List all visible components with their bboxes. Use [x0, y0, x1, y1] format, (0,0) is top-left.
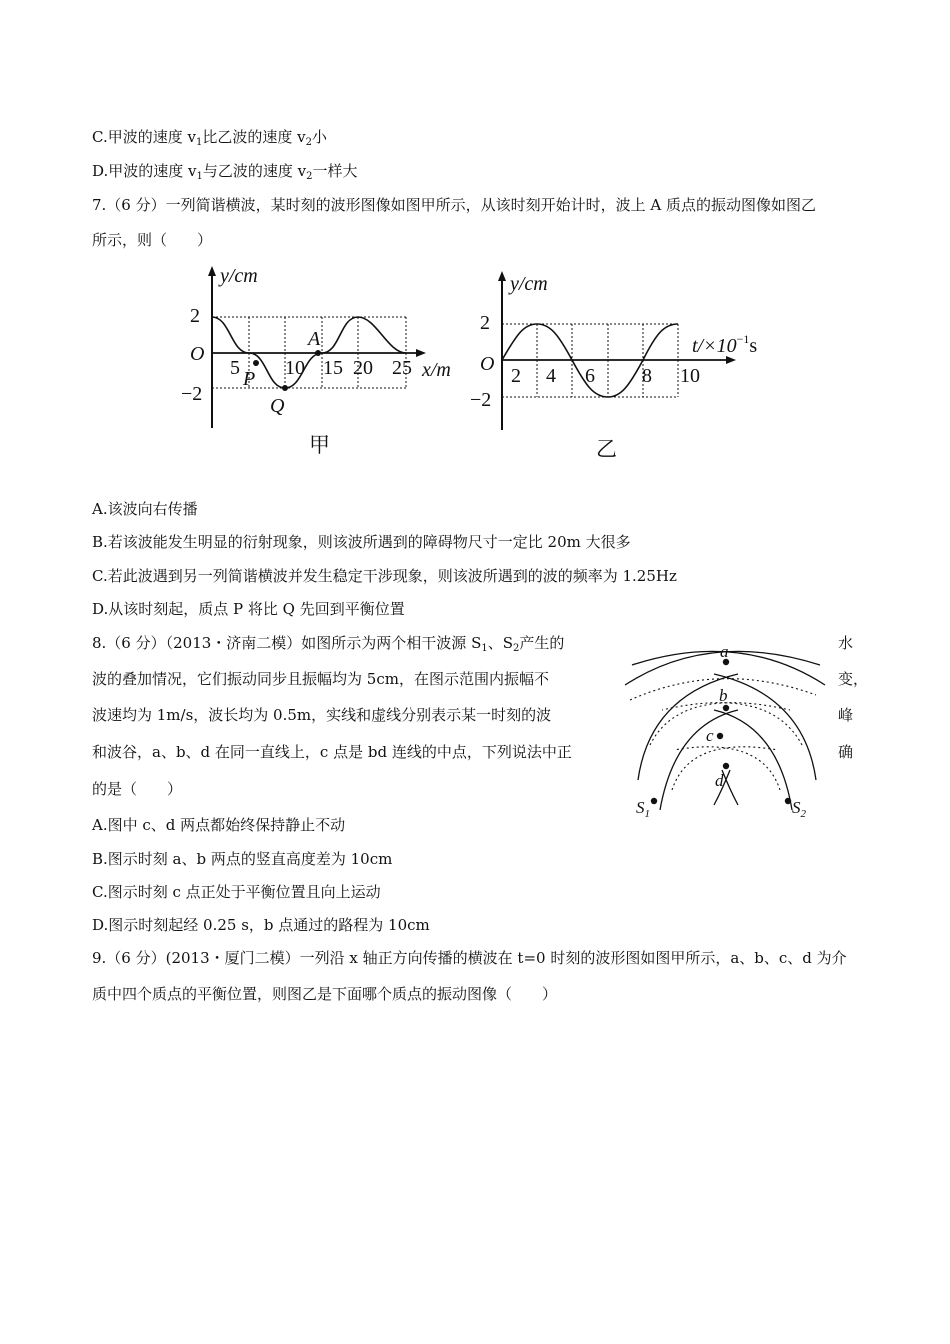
- q6-option-d: D.甲波的速度 $v_1$与乙波的速度 $v_2$一样大: [92, 162, 358, 182]
- xtick-5: 5: [230, 357, 240, 379]
- xtick-20: 20: [353, 357, 373, 379]
- xtick-6: 6: [585, 365, 595, 387]
- crest-arc-s1-third: [660, 710, 738, 810]
- y-axis-label: y/cm: [220, 265, 258, 287]
- q7-figure-jia: [170, 260, 470, 465]
- label-c: c: [706, 726, 714, 745]
- xtick-10: 10: [285, 357, 305, 379]
- q8-stem-line1: 8.（6 分）（2013・济南二模）如图所示为两个相干波源 $S_1$、$S_2$产生的: [92, 634, 565, 654]
- point-s1: [651, 798, 657, 804]
- x-axis-label: $t/\times 10^{-1}s$: [692, 332, 758, 357]
- crest-arc-s1-small: [722, 770, 738, 805]
- q7-option-a: A.该波向右传播: [92, 500, 198, 518]
- q8-stem-line5: 的是（ ）: [92, 780, 183, 798]
- q7-option-b: B.若该波能发生明显的衍射现象，则该波所遇到的障碍物尺寸一定比 20m 大很多: [92, 533, 631, 551]
- label-s2: $S_2$: [792, 798, 806, 820]
- ytick-pos: 2: [190, 305, 200, 327]
- point-A: [315, 350, 321, 356]
- q9-stem-line1: 9.（6 分）(2013・厦门二模）一列沿 x 轴正方向传播的横波在 t=0 时刻的波形图如图甲所示，a、b、c、d 为介: [92, 949, 847, 967]
- q8-option-c: C.图示时刻 c 点正处于平衡位置且向上运动: [92, 883, 381, 901]
- q8-option-a: A.图中 c、d 两点都始终保持静止不动: [92, 816, 346, 834]
- point-Q: [282, 385, 288, 391]
- xtick-4: 4: [546, 365, 556, 387]
- point-P: [253, 360, 259, 366]
- origin-label: O: [480, 353, 495, 375]
- q8-interference-figure: [620, 640, 830, 825]
- q8-stem-line1-right: 水: [838, 634, 854, 652]
- point-s2: [785, 798, 791, 804]
- ytick-pos: 2: [480, 312, 490, 334]
- q9-stem-line2: 质中四个质点的平衡位置，则图乙是下面哪个质点的振动图像（ ）: [92, 985, 558, 1003]
- q8-option-d: D.图示时刻起经 0.25 s，b 点通过的路程为 10cm: [92, 916, 430, 934]
- y-axis-label: y/cm: [510, 273, 548, 295]
- q8-stem-line3-right: 峰: [838, 706, 854, 724]
- trough-arc-3: [662, 703, 802, 745]
- label-s1: $S_1$: [636, 798, 650, 820]
- label-a: a: [720, 642, 729, 661]
- q7-stem-line2: 所示，则（ ）: [92, 231, 213, 249]
- q8-stem-line3: 波速均为 1m/s，波长均为 0.5m，实线和虚线分别表示某一时刻的波: [92, 706, 552, 724]
- q8-stem-line2: 波的叠加情况，它们振动同步且振幅均为 5cm，在图示范围内振幅不: [92, 670, 549, 688]
- caption-jia: 甲: [309, 433, 330, 457]
- label-P: P: [243, 368, 256, 390]
- q8-stem-line2-right: 变，: [838, 670, 869, 688]
- crest-arc-s2-inner: [714, 674, 816, 780]
- q8-stem-line4: 和波谷，a、b、d 在同一直线上，c 点是 bd 连线的中点，下列说法中正: [92, 743, 572, 761]
- origin-label: O: [190, 343, 205, 365]
- caption-yi: 乙: [596, 437, 617, 461]
- ytick-neg: −2: [181, 383, 203, 405]
- q8-stem-line4-right: 确: [838, 743, 854, 761]
- point-b: [723, 705, 729, 711]
- q7-figure-yi: [466, 262, 796, 467]
- xtick-8: 8: [642, 365, 652, 387]
- xtick-2: 2: [511, 365, 521, 387]
- label-A: A: [308, 328, 321, 350]
- point-d: [723, 763, 729, 769]
- q8-option-b: B.图示时刻 a、b 两点的竖直高度差为 10cm: [92, 850, 393, 868]
- label-Q: Q: [270, 395, 285, 417]
- label-b: b: [719, 686, 728, 705]
- q7-option-d: D.从该时刻起，质点 P 将比 Q 先回到平衡位置: [92, 600, 405, 618]
- xtick-10: 10: [680, 365, 700, 387]
- crest-arc-s2-third: [714, 710, 792, 810]
- ytick-neg: −2: [470, 389, 492, 411]
- label-d: d: [715, 771, 724, 790]
- xtick-25: 25: [392, 357, 412, 379]
- xtick-15: 15: [323, 357, 343, 379]
- x-axis-label: x/m: [422, 359, 451, 381]
- q7-stem-line1: 7.（6 分）一列简谐横波，某时刻的波形图像如图甲所示，从该时刻开始计时，波上 A 质点的振动图像如图乙: [92, 196, 816, 214]
- q7-option-c: C.若此波遇到另一列简谐横波并发生稳定干涉现象，则该波所遇到的波的频率为 1.25Hz: [92, 567, 677, 585]
- crest-arc-s1-outer: [632, 651, 825, 685]
- q6-option-c: C.甲波的速度 $v_1$比乙波的速度 $v_2$小: [92, 128, 327, 148]
- point-c: [717, 733, 723, 739]
